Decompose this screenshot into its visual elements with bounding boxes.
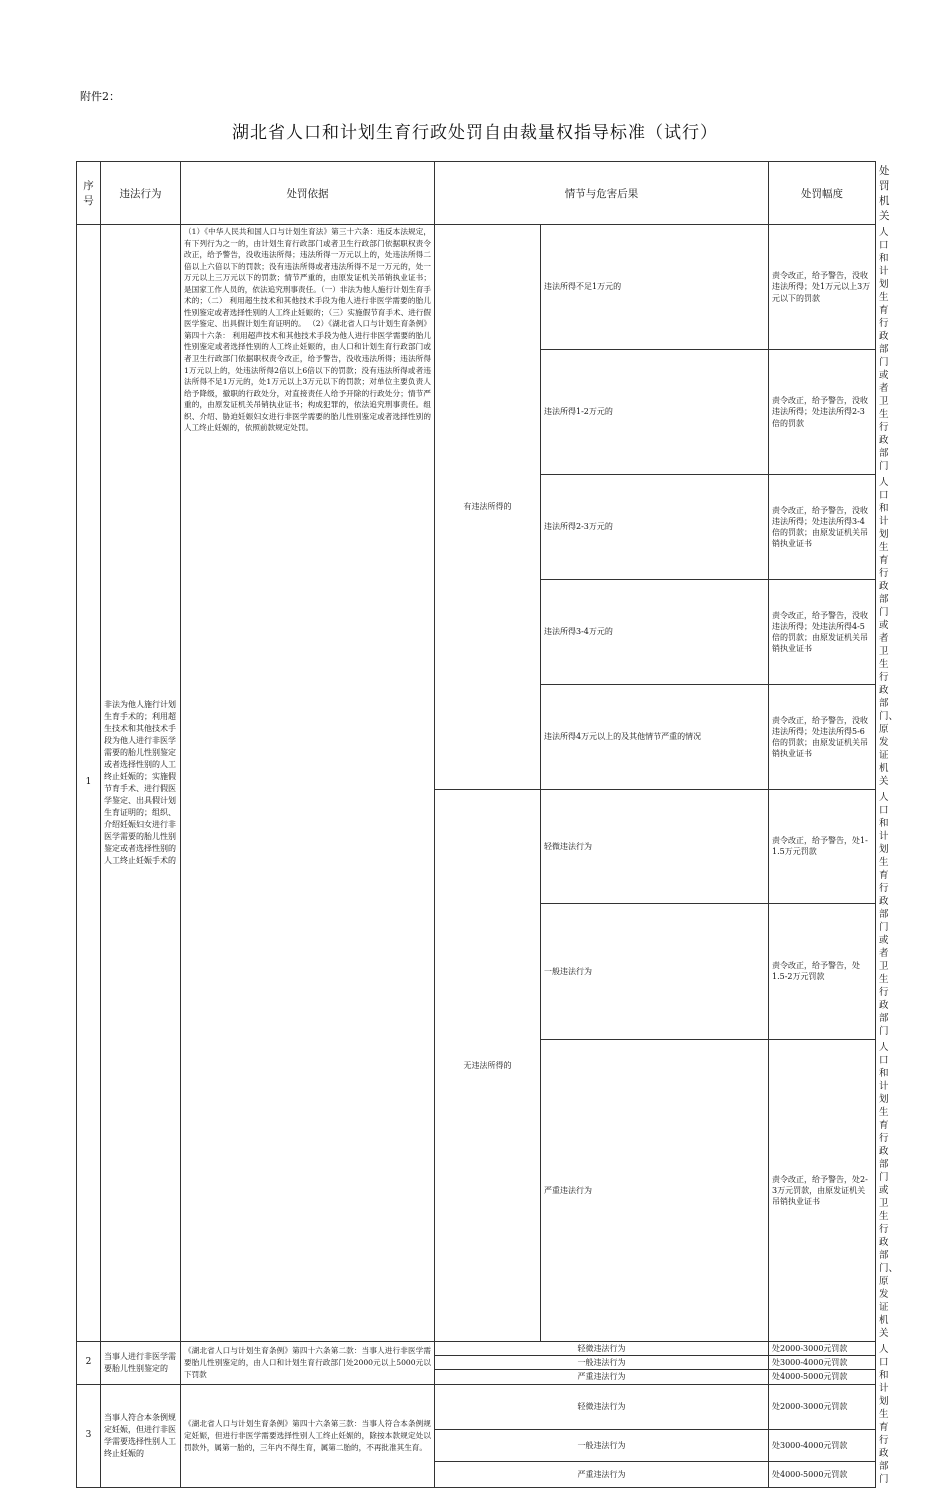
row1-circumstance-6: 轻微违法行为 bbox=[541, 790, 769, 904]
row3-circumstance-2: 一般违法行为 bbox=[435, 1430, 769, 1462]
table-row: 严重违法行为 责令改正，给予警告，处2-3万元罚款，由原发证机关吊销执业证书 人口和计划生育行政部门或卫生行政部门、原发证机关 bbox=[77, 1040, 876, 1342]
row3-violation: 当事人符合本条例规定妊娠，但进行非医学需要选择性别人工终止妊娠的 bbox=[101, 1384, 181, 1487]
row1-penalty-8: 责令改正，给予警告，处2-3万元罚款，由原发证机关吊销执业证书 bbox=[769, 1040, 876, 1342]
row3-penalty-3: 处4000-5000元罚款 bbox=[769, 1462, 876, 1488]
row1-seq: 1 bbox=[77, 225, 101, 1342]
row1-group-no-gain: 无违法所得的 bbox=[435, 790, 541, 1342]
header-seq: 序号 bbox=[77, 162, 101, 225]
table-row bbox=[77, 1384, 876, 1429]
row1-penalty-6: 责令改正，给予警告，处1-1.5万元罚款 bbox=[769, 790, 876, 904]
table-row: 无违法所得的 轻微违法行为 责令改正，给予警告，处1-1.5万元罚款 人口和计划生育行政部门或者卫生行政部门 bbox=[77, 790, 876, 904]
row2-penalty-3: 处4000-5000元罚款 bbox=[769, 1370, 876, 1384]
row1-circumstance-2: 违法所得1-2万元的 bbox=[541, 350, 769, 475]
row3-penalty-2: 处3000-4000元罚款 bbox=[769, 1430, 876, 1462]
row1-penalty-7: 责令改正，给予警告，处1.5-2万元罚款 bbox=[769, 903, 876, 1039]
row2-circumstance-3: 严重违法行为 bbox=[435, 1370, 769, 1384]
row1-circumstance-7: 一般违法行为 bbox=[541, 903, 769, 1039]
row2-circumstance-1: 轻微违法行为 bbox=[435, 1342, 769, 1356]
row1-circumstance-8: 严重违法行为 bbox=[541, 1040, 769, 1342]
document-title: 湖北省人口和计划生育行政处罚自由裁量权指导标准（试行） bbox=[232, 123, 718, 143]
row1-penalty-5: 责令改正，给予警告，没收违法所得；处违法所得5-6倍的罚款；由原发证机关吊销执业证书 bbox=[769, 685, 876, 790]
row1-penalty-4: 责令改正，给予警告，没收违法所得；处违法所得4-5倍的罚款；由原发证机关吊销执业证书 bbox=[769, 580, 876, 685]
row1-circumstance-5: 违法所得4万元以上的及其他情节严重的情况 bbox=[541, 685, 769, 790]
row2-basis: 《湖北省人口与计划生育条例》第四十六条第二款：当事人进行非医学需要胎儿性别鉴定的，由人口和计划生育行政部门处2000元以上5000元以下罚款 bbox=[181, 1342, 435, 1385]
row1-circumstance-4: 违法所得3-4万元的 bbox=[541, 580, 769, 685]
row3-circumstance-1: 轻微违法行为 bbox=[435, 1384, 769, 1429]
row1-penalty-1: 责令改正，给予警告，没收违法所得；处1万元以上3万元以下的罚款 bbox=[769, 225, 876, 350]
header-penalty-range: 处罚幅度 bbox=[769, 162, 876, 225]
attachment-label: 附件2： bbox=[80, 90, 120, 103]
row2-penalty-2: 处3000-4000元罚款 bbox=[769, 1356, 876, 1370]
row1-basis: （1）《中华人民共和国人口与计划生育法》第三十六条：违反本法规定，有下列行为之一的，由计划生育行政部门或者卫生行政部门依据职权责令改正，给予警告，没收违法所得；违法所得一万元以上的，处违法所得二倍以上六倍以下的罚款；没有违法所得或者违法所得不足一万元的，处一万元以上三万元以下的罚款；情节严重的，由原发证机关吊销执业证书；是国家工作人员的，依法追究刑事责任。（一）非法为他人施行计划生育手术的；（二） 利用超生技术和其他技术手段为他人进行非医学需要的胎儿性别鉴定或者选择性别的人工终止妊娠的；（三）实施假节育手术、进行假医学鉴定、出具假计划生育证明的。 （2）《湖北省人口与计划生育条例》第四十六条： 利用超声技术和其他技术手段为他人进行非医学需要的胎儿性别鉴定或者选择性别的人工终止妊娠的，由人口和计划生育行政部门或者卫生行政部门依据职权责令改正，给予警告，没收违法所得；违法所得1万元以上的，处违法所得2倍以上6倍以下的罚款；没有违法所得或者违法所得不足1万元的，处1万元以上3万元以下的罚款；对单位主要负责人给予降级，撤职的行政处分，对直接责任人给予开除的行政处分；情节严重的，由原发证机关吊销执业证书；构成犯罪的，依法追究刑事责任。组织、介绍、胁迫妊娠妇女进行非医学需要的胎儿性别鉴定或者选择性别的人工终止妊娠的，依照前款规定处罚。 bbox=[181, 225, 435, 1342]
row1-penalty-3: 责令改正，给予警告，没收违法所得；处违法所得3-4倍的罚款；由原发证机关吊销执业证书 bbox=[769, 475, 876, 580]
row1-penalty-2: 责令改正，给予警告，没收违法所得；处违法所得2-3倍的罚款 bbox=[769, 350, 876, 475]
header-basis: 处罚依据 bbox=[181, 162, 435, 225]
row2-penalty-1: 处2000-3000元罚款 bbox=[769, 1342, 876, 1356]
table-row: 1 非法为他人施行计划生育手术的；利用超生技术和其他技术手段为他人进行非医学需要的胎儿性别鉴定或者选择性别的人工终止妊娠的；实施假节育手术、进行假医学鉴定、出具假计划生育证明的；组织、介绍妊娠妇女进行非医学需要的胎儿性别鉴定或者选择性别的人工终止妊娠手术的 （1）《中华人民共和国人口与计划生育法》第三十六条：违反本法规定，有下列行为之一的，由计划生育行政部门或者卫生行政部门依据职权责令改正，给予警告，没收违法所得；违法所得一万元以上的，处违法所得二倍以上六倍以下的罚款；没有违法所得或者违法所得不足一万元的，处一万元以上三万元以下的罚款；情节严重的，由原发证机关吊销执业证书；是国家工作人员的，依法追究刑事责任。（一）非法为他人施行计划生育手术的；（二） 利用超生技术和其他技术手段为他人进行非医学需要的胎儿性别鉴定或者选择性别的人工终止妊娠的；（三）实施假节育手术、进行假医学鉴定、出具假计划生育证明的。 （2）《湖北省人口与计划生育条例》第四十六条： 利用超声技术和其他技术手段为他人进行非医学需要的胎儿性别鉴定或者选择性别的人工终止妊娠的，由人口和计划生育行政部门或者卫生行政部门依据职权责令改正，给予警告，没收违法所得；违法所得1万元以上的，处违法所得2倍以上6倍以下的罚款；没有违法所得或者违法所得不足1万元的，处1万元以上3万元以下的罚款；对单位主要负责人给予降级，撤职的行政处分，对直接责任人给予开除的行政处分；情节严重的，由原发证机关吊销执业证书；构成犯罪的，依法追究刑事责任。组织、介绍、胁迫妊娠妇女进行非医学需要的胎儿性别鉴定或者选择性别的人工终止妊娠的，依照前款规定处罚。 有违法所得的 违法所得不足1万元的 责令改正，给予警告，没收违法所得；处1万元以上3万元以下的罚款 人口和计划生育行政部门或者卫生行政部门 bbox=[77, 225, 876, 350]
row1-circumstance-1: 违法所得不足1万元的 bbox=[541, 225, 769, 350]
header-circumstance: 情节与危害后果 bbox=[435, 162, 769, 225]
row2-violation: 当事人进行非医学需要胎儿性别鉴定的 bbox=[101, 1342, 181, 1385]
penalty-standards-table bbox=[76, 161, 899, 1488]
table-row: 违法所得2-3万元的 责令改正，给予警告，没收违法所得；处违法所得3-4倍的罚款；由原发证机关吊销执业证书 人口和计划生育行政部门或者卫生行政部门、原发证机关 bbox=[77, 475, 876, 580]
row3-seq: 3 bbox=[77, 1384, 101, 1487]
table-row: 2 当事人进行非医学需要胎儿性别鉴定的 《湖北省人口与计划生育条例》第四十六条第二款：当事人进行非医学需要胎儿性别鉴定的，由人口和计划生育行政部门处2000元以上5000元以下罚款 轻微违法行为 处2000-3000元罚款 人口和计划生育行政部门 bbox=[77, 1342, 876, 1356]
row3-penalty-1: 处2000-3000元罚款 bbox=[769, 1384, 876, 1429]
row3-basis: 《湖北省人口与计划生育条例》第四十六条第三款：当事人符合本条例规定妊娠，但进行非医学需要选择性别人工终止妊娠的，除按本款规定处以罚款外，属第一胎的，三年内不得生育，属第二胎的，不再批准其生育。 bbox=[181, 1384, 435, 1487]
table-header-row: 序号 违法行为 处罚依据 情节与危害后果 处罚幅度 处罚机关 bbox=[77, 162, 876, 225]
header-violation: 违法行为 bbox=[101, 162, 181, 225]
row3-circumstance-3: 严重违法行为 bbox=[435, 1462, 769, 1488]
row2-seq: 2 bbox=[77, 1342, 101, 1385]
row1-violation: 非法为他人施行计划生育手术的；利用超生技术和其他技术手段为他人进行非医学需要的胎儿性别鉴定或者选择性别的人工终止妊娠的；实施假节育手术、进行假医学鉴定、出具假计划生育证明的；组织、介绍妊娠妇女进行非医学需要的胎儿性别鉴定或者选择性别的人工终止妊娠手术的 bbox=[101, 225, 181, 1342]
row1-group-illegal-gain: 有违法所得的 bbox=[435, 225, 541, 790]
row2-circumstance-2: 一般违法行为 bbox=[435, 1356, 769, 1370]
row1-circumstance-3: 违法所得2-3万元的 bbox=[541, 475, 769, 580]
